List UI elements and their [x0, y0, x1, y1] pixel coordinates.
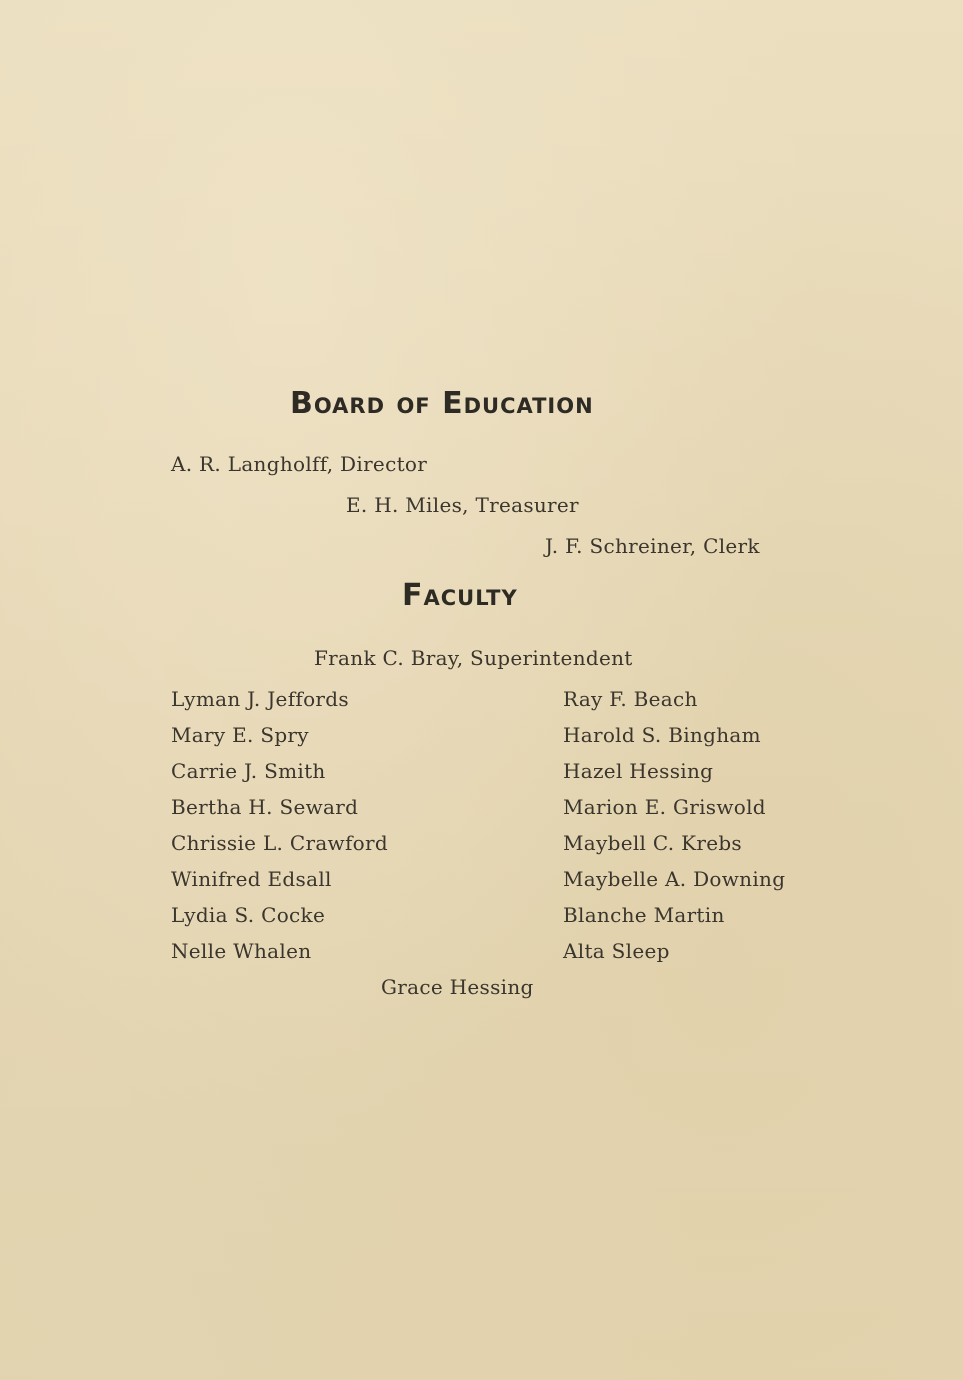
faculty-member: Maybell C. Krebs [563, 831, 742, 855]
board-member-treasurer: E. H. Miles, Treasurer [346, 493, 579, 517]
faculty-member: Maybelle A. Downing [563, 867, 786, 891]
board-member-clerk: J. F. Schreiner, Clerk [545, 534, 760, 558]
faculty-superintendent: Frank C. Bray, Superintendent [314, 646, 633, 670]
faculty-member: Blanche Martin [563, 903, 725, 927]
faculty-member: Lydia S. Cocke [171, 903, 326, 927]
faculty-member: Bertha H. Seward [171, 795, 359, 819]
faculty-member: Harold S. Bingham [563, 723, 761, 747]
board-member-director: A. R. Langholff, Director [171, 452, 428, 476]
faculty-member: Hazel Hessing [563, 759, 714, 783]
faculty-member: Winifred Edsall [171, 867, 332, 891]
faculty-member: Lyman J. Jeffords [171, 687, 349, 711]
faculty-member: Marion E. Griswold [563, 795, 766, 819]
faculty-member: Alta Sleep [563, 939, 670, 963]
faculty-member: Mary E. Spry [171, 723, 309, 747]
faculty-member: Ray F. Beach [563, 687, 698, 711]
faculty-member: Nelle Whalen [171, 939, 312, 963]
faculty-heading: Faculty [402, 578, 518, 613]
faculty-final-member: Grace Hessing [381, 975, 534, 999]
faculty-member: Carrie J. Smith [171, 759, 326, 783]
board-of-education-heading: Board of Education [290, 386, 594, 421]
faculty-member: Chrissie L. Crawford [171, 831, 388, 855]
